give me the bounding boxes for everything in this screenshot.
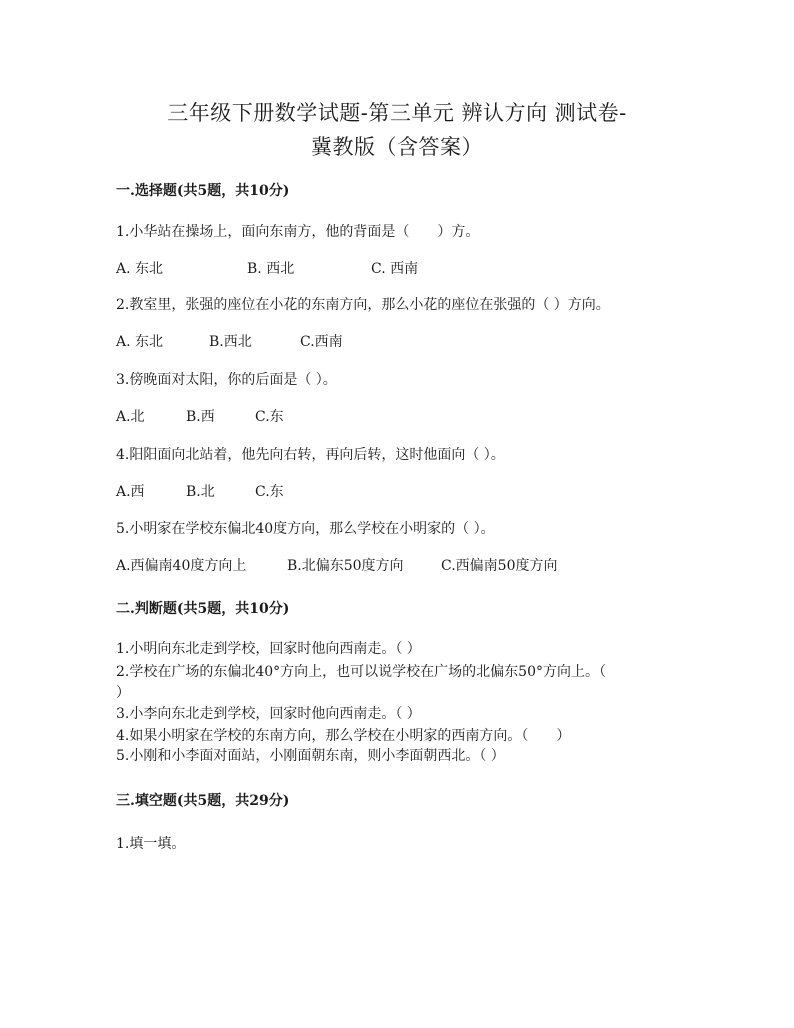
question-text: 4.阳阳面向北站着，他先向右转，再向后转，这时他面向（ ）。	[116, 447, 505, 463]
question-options	[116, 406, 284, 426]
option-a: A. 东北	[116, 261, 164, 277]
option-c: C.西南	[300, 334, 343, 350]
option-b: B.北偏东50度方向	[287, 558, 404, 574]
option-b: B. 西北	[247, 261, 295, 277]
option-c: C. 西南	[371, 261, 419, 277]
option-b: B.北	[186, 484, 215, 500]
question-options	[116, 481, 284, 501]
list-item: 2.学校在广场的东偏北40°方向上，也可以说学校在广场的北偏东50°方向上。（	[116, 664, 606, 680]
option-b: B.西北	[209, 334, 252, 350]
option-c: C.东	[255, 409, 284, 425]
question-text: 1.小华站在操场上，面向东南方，他的背面是（ ）方。	[116, 224, 480, 240]
option-b: B.西	[186, 409, 215, 425]
title-line-1: 三年级下册数学试题-第三单元 辨认方向 测试卷-	[167, 101, 627, 125]
list-item: 1.填一填。	[116, 836, 186, 852]
section-heading-choice: 一.选择题(共5题，共10分)	[116, 183, 290, 199]
option-c: C.东	[255, 484, 284, 500]
title-line-2: 冀教版（含答案）	[311, 135, 483, 159]
question-text: 2.教室里，张强的座位在小花的东南方向，那么小花的座位在张强的（ ）方向。	[116, 297, 610, 313]
list-item: 1.小明向东北走到学校，回家时他向西南走。（ ）	[116, 641, 421, 657]
option-a: A.西	[116, 484, 145, 500]
question-options	[116, 331, 343, 351]
question-options	[116, 555, 557, 575]
section-heading-fill: 三.填空题(共5题，共29分)	[116, 793, 290, 809]
section-heading-judge: 二.判断题(共5题，共10分)	[116, 601, 290, 617]
page-title	[0, 96, 794, 164]
option-a: A.北	[116, 409, 145, 425]
option-a: A.西偏南40度方向上	[116, 558, 247, 574]
question-text: 5.小明家在学校东偏北40度方向，那么学校在小明家的（ ）。	[116, 521, 495, 537]
option-c: C.西偏南50度方向	[441, 558, 558, 574]
list-item: 4.如果小明家在学校的东南方向，那么学校在小明家的西南方向。（ ）	[116, 728, 571, 744]
question-options	[116, 258, 418, 278]
option-a: A. 东北	[116, 334, 164, 350]
list-item: ）	[116, 685, 130, 701]
question-text: 3.傍晚面对太阳，你的后面是（ ）。	[116, 372, 337, 388]
list-item: 3.小李向东北走到学校，回家时他向西南走。（ ）	[116, 706, 421, 722]
list-item: 5.小刚和小李面对面站，小刚面朝东南，则小李面朝西北。（ ）	[116, 748, 505, 764]
